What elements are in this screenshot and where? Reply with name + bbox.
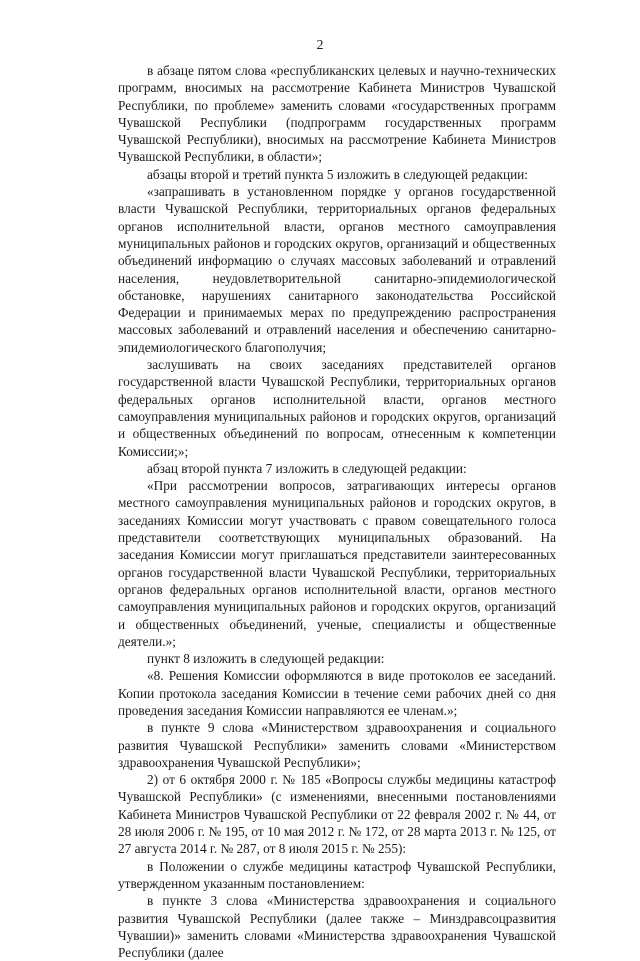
- paragraph-7: пункт 8 изложить в следующей редакции:: [147, 651, 385, 667]
- paragraph-11: в Положении о службе медицины катастроф Чувашской Республики, утвержденном указанным постановлением:: [118, 858, 556, 891]
- paragraph-5: абзац второй пункта 7 изложить в следующей редакции:: [147, 460, 467, 476]
- paragraph-9: в пункте 9 слова «Министерством здравоохранения и социального развития Чувашской Республики» заменить словами «Министерством здравоохранения Чувашской Республики»;: [118, 720, 556, 770]
- paragraph-12: в пункте 3 слова «Министерства здравоохранения и социального развития Чувашской Республики (далее также – Минздравсоцразвития Чувашии)» заменить словами «Министерства здравоохранения Чувашской Республики (далее: [118, 893, 556, 961]
- page-number: 2: [316, 38, 324, 53]
- paragraph-10: 2) от 6 октября 2000 г. № 185 «Вопросы службы медицины катастроф Чувашской Республики» (с изменениями, внесенными постановлениями Кабинета Министров Чувашской Республики от 22 февраля 2002 г. № 44, от 28 июля 2006 г. № 195, от 10 мая 2012 г. № 172, от 28 марта 2013 г. № 125, от 27 августа 2014 г. № 287, от 8 июля 2015 г. № 255):: [118, 772, 556, 857]
- paragraph-4: заслушивать на своих заседаниях представителей органов государственной власти Чувашской Республики, территориальных органов федеральных органов исполнительной власти, органов местного самоуправления муниципальных районов и городских округов, организаций и общественных объединений по вопросам, отнесенным к компетенции Комиссии;»;: [118, 357, 556, 459]
- paragraph-3: «запрашивать в установленном порядке у органов государственной власти Чувашской Республики, территориальных органов федеральных органов исполнительной власти, органов местного самоуправления муниципальных районов и городских округов, организаций и общественных объединений информацию о случаях массовых заболеваний и отравлений населения, неудовлетворительной санитарно-эпидемиологической обстановке, нарушениях санитарного законодательства Российской Федерации и принимаемых мерах по предупреждению распространения массовых заболеваний и отравлений населения и обеспечению санитарно-эпидемиологического благополучия;: [118, 184, 556, 355]
- document-body: [118, 62, 556, 961]
- paragraph-1: в абзаце пятом слова «республиканских целевых и научно-технических программ, вносимых на рассмотрение Кабинета Министров Чувашской Республики, по проблеме» заменить словами «государственных программ Чувашской Республики (подпрограмм государственных программ Чувашской Республики), вносимых на рассмотрение Кабинета Министров Чувашской Республики, в области»;: [118, 63, 556, 165]
- paragraph-6: «При рассмотрении вопросов, затрагивающих интересы органов местного самоуправления муниципальных районов и городских округов, в заседаниях Комиссии могут участвовать с правом совещательного голоса представители соответствующих муниципальных образований. На заседания Комиссии могут приглашаться представители заинтересованных органов государственной власти Чувашской Республики, территориальных органов федеральных органов исполнительной власти, органов местного самоуправления муниципальных районов и городских округов, организаций и общественных объединений, ученые, специалисты и общественные деятели.»;: [118, 478, 556, 649]
- paragraph-8: «8. Решения Комиссии оформляются в виде протоколов ее заседаний. Копии протокола заседания Комиссии в течение семи рабочих дней со дня проведения заседания Комиссии направляются ее членам.»;: [118, 668, 556, 718]
- paragraph-2: абзацы второй и третий пункта 5 изложить в следующей редакции:: [147, 166, 528, 182]
